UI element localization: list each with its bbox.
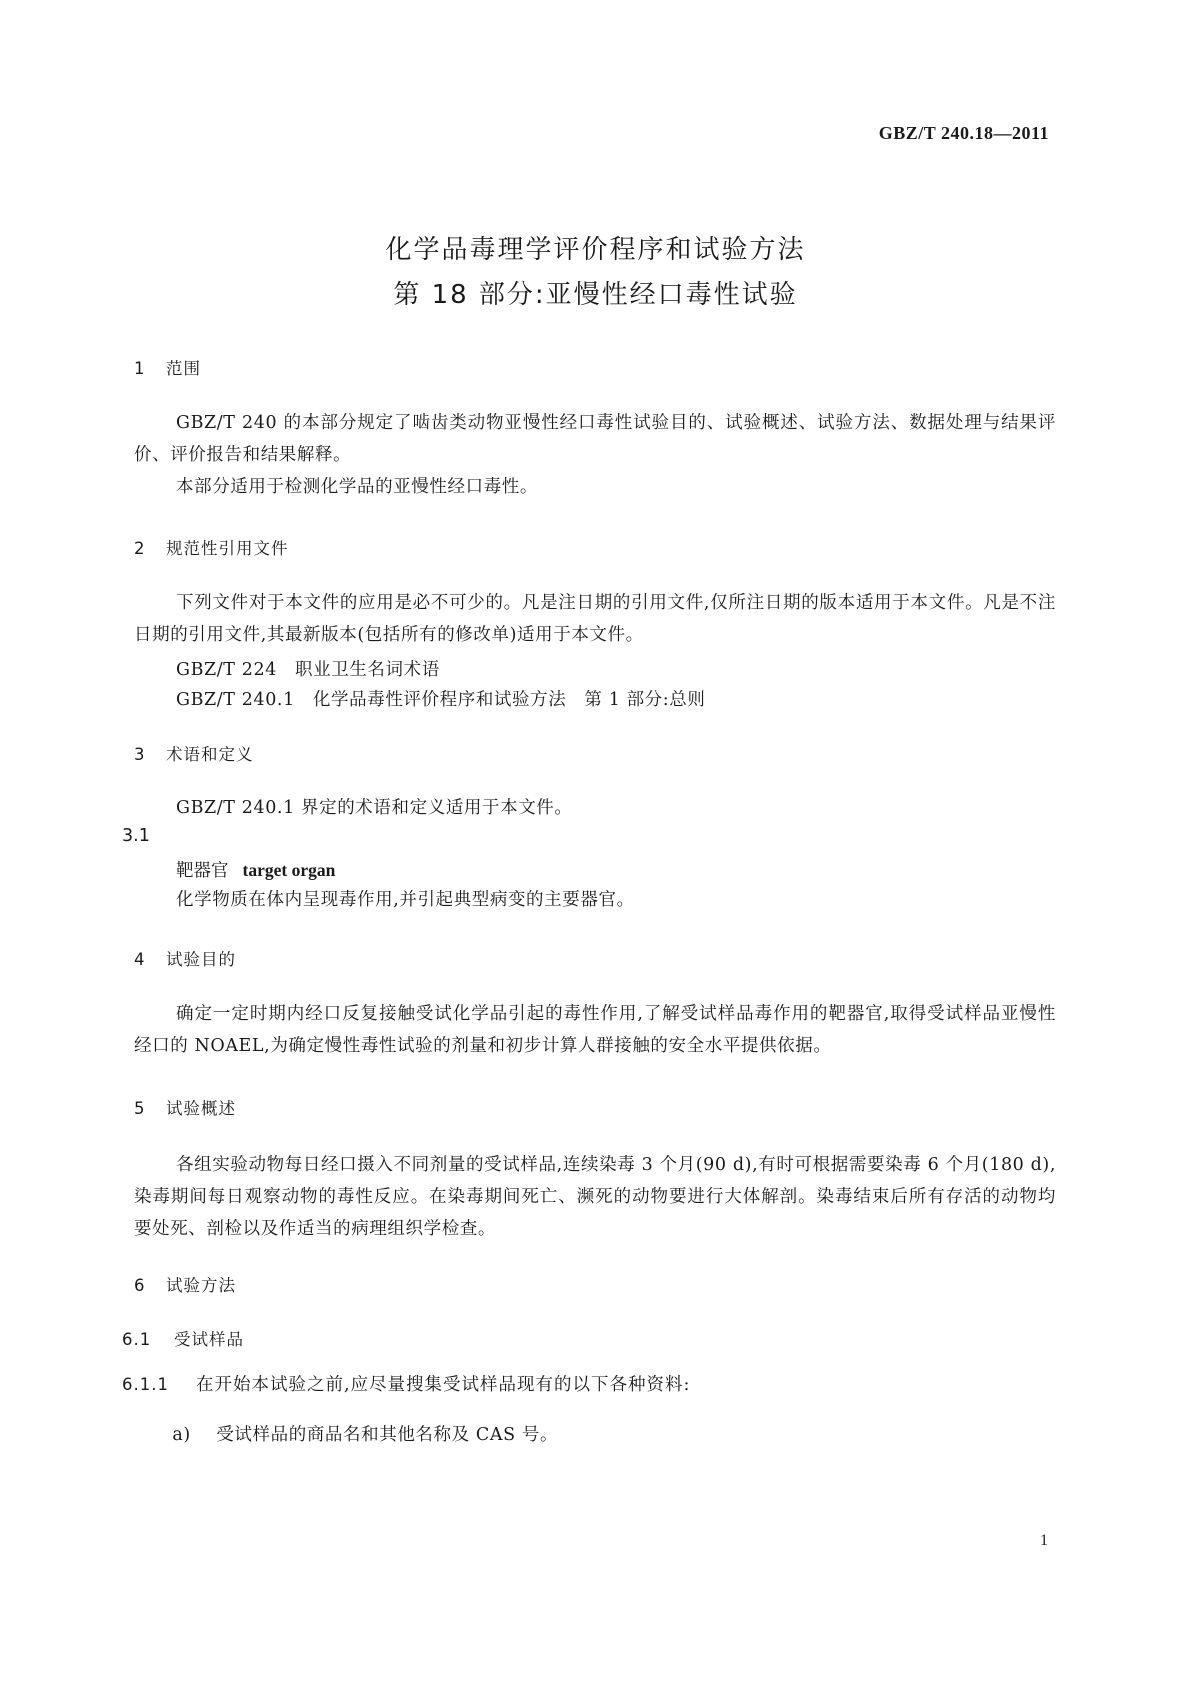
- section-title: 规范性引用文件: [166, 539, 289, 558]
- subsection-title: 受试样品: [174, 1330, 244, 1349]
- section-1-heading: [134, 355, 201, 379]
- section-title: 术语和定义: [166, 745, 254, 764]
- list-item-text: 受试样品的商品名和其他名称及 CAS 号。: [216, 1425, 559, 1445]
- section-1-paragraph-2: 本部分适用于检测化学品的亚慢性经口毒性。: [176, 477, 538, 497]
- section-3-heading: [134, 741, 254, 765]
- section-number: 3: [134, 745, 146, 764]
- section-title: 试验概述: [166, 1099, 236, 1118]
- section-2-paragraph-1: 下列文件对于本文件的应用是必不可少的。凡是注日期的引用文件,仅所注日期的版本适用于本文件。凡是不注日期的引用文件,其最新版本(包括所有的修改单)适用于本文件。: [134, 593, 1056, 645]
- document-title: 化学品毒理学评价程序和试验方法: [385, 235, 806, 265]
- section-4-paragraph-1: 确定一定时期内经口反复接触受试化学品引起的毒性作用,了解受试样品毒作用的靶器官,取得受试样品亚慢性经口的 NOAEL,为确定慢性毒性试验的剂量和初步计算人群接触的安全水平提供依据。: [134, 1004, 1056, 1056]
- section-number: 1: [134, 359, 146, 378]
- section-3-paragraph-1: GBZ/T 240.1 界定的术语和定义适用于本文件。: [176, 798, 573, 818]
- section-6-1-heading: [122, 1326, 244, 1350]
- term-entry: [176, 857, 335, 882]
- list-item-label: a): [172, 1425, 191, 1445]
- section-5-paragraph-1: 各组实验动物每日经口摄入不同剂量的受试样品,连续染毒 3 个月(90 d),有时可根据需要染毒 6 个月(180 d),染毒期间每日观察动物的毒性反应。在染毒期间死亡、濒死的动物要进行大体解剖。染毒结束后所有存活的动物均要处死、剖检以及作适当的病理组织学检查。: [134, 1155, 1056, 1239]
- term-definition: 化学物质在体内呈现毒作用,并引起典型病变的主要器官。: [176, 890, 635, 910]
- section-4-heading: [134, 946, 236, 970]
- list-item-a: [160, 1401, 558, 1446]
- section-number: 6: [134, 1276, 146, 1295]
- normative-reference-1: GBZ/T 224 职业卫生名词术语: [176, 660, 440, 680]
- clause-number: 6.1.1: [122, 1375, 169, 1394]
- section-1-paragraph-1: GBZ/T 240 的本部分规定了啮齿类动物亚慢性经口毒性试验目的、试验概述、试验方法、数据处理与结果评价、评价报告和结果解释。: [134, 413, 1056, 465]
- section-title: 试验方法: [166, 1276, 236, 1295]
- term-chinese: 靶器官: [176, 861, 229, 881]
- normative-reference-2: GBZ/T 240.1 化学品毒性评价程序和试验方法 第 1 部分:总则: [176, 690, 706, 710]
- section-2-heading: [134, 535, 289, 559]
- document-subtitle: 第 18 部分:亚慢性经口毒性试验: [393, 280, 798, 310]
- section-number: 4: [134, 950, 146, 969]
- term-english: target organ: [242, 860, 336, 880]
- section-6-1-1: [122, 1371, 690, 1396]
- term-number: 3.1: [122, 826, 150, 846]
- document-code: GBZ/T 240.18—2011: [878, 123, 1049, 143]
- section-number: 5: [134, 1099, 146, 1118]
- section-5-heading: [134, 1095, 236, 1119]
- section-6-heading: [134, 1272, 236, 1296]
- section-title: 范围: [166, 359, 201, 378]
- page-number: 1: [1040, 1532, 1048, 1549]
- section-title: 试验目的: [166, 950, 236, 969]
- clause-text: 在开始本试验之前,应尽量搜集受试样品现有的以下各种资料:: [196, 1375, 691, 1395]
- subsection-number: 6.1: [122, 1330, 152, 1349]
- section-number: 2: [134, 539, 146, 558]
